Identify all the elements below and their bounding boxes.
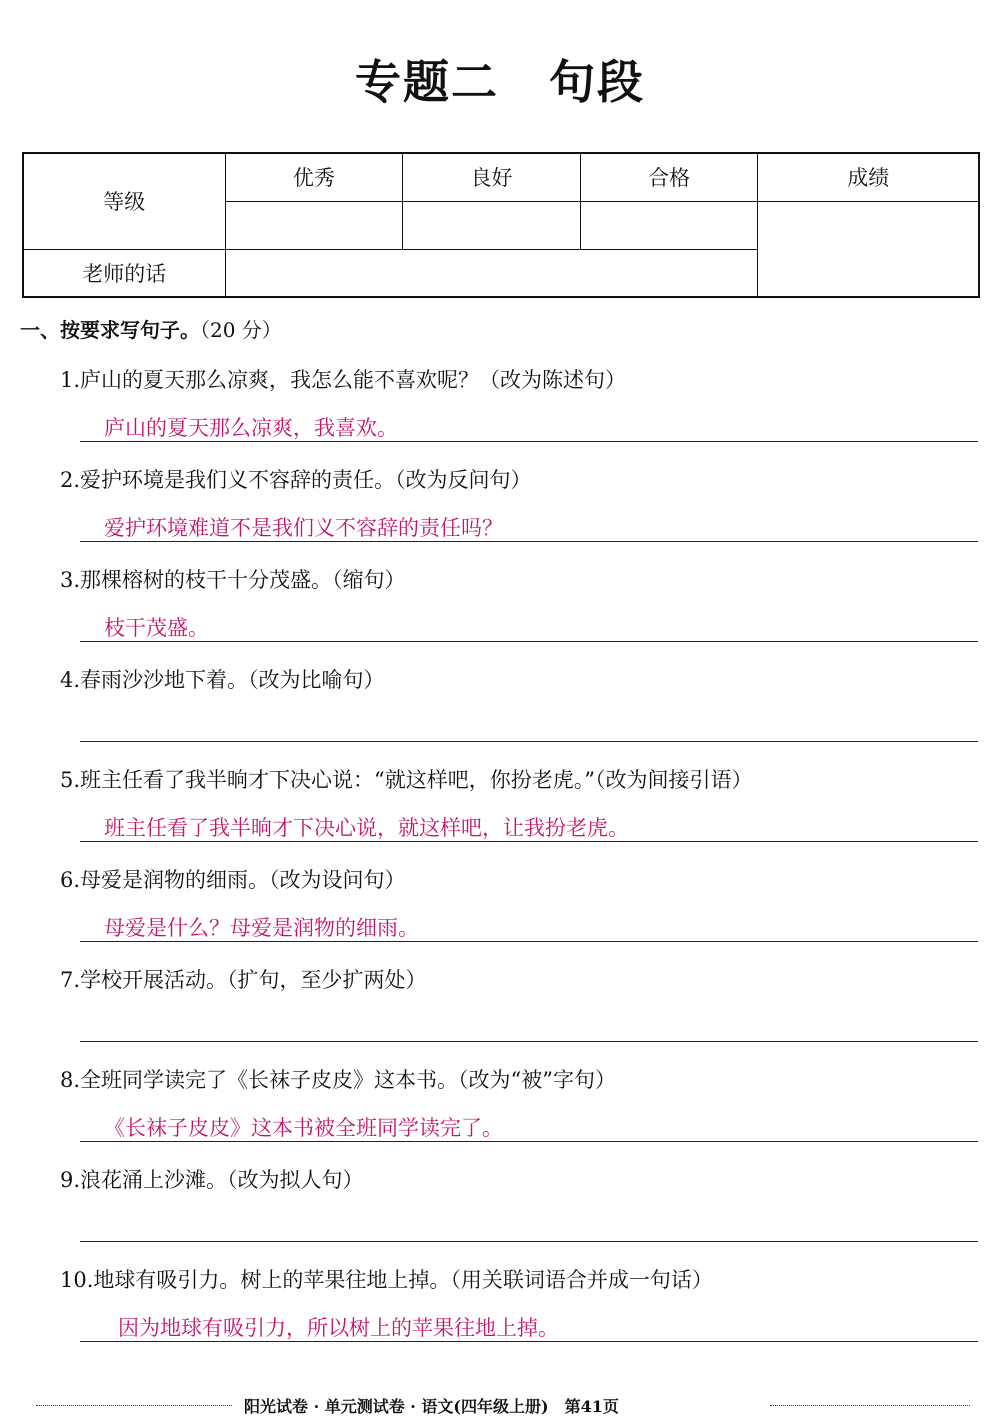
grade-table (22, 152, 980, 298)
answer-6: 母爱是什么？母爱是润物的细雨。 (104, 916, 419, 940)
title-part-2: 句段 (549, 55, 645, 109)
question-6: 6.母爱是润物的细雨。（改为设问句） (60, 868, 406, 892)
answer-line-10[interactable] (80, 1341, 978, 1342)
question-5: 5.班主任看了我半晌才下决心说：“就这样吧，你扮老虎。”（改为间接引语） (60, 768, 753, 792)
answer-8: 《长袜子皮皮》这本书被全班同学读完了。 (104, 1116, 503, 1140)
answer-line-9[interactable] (80, 1241, 978, 1242)
footer-divider-right (770, 1405, 970, 1406)
question-4: 4.春雨沙沙地下着。（改为比喻句） (60, 668, 385, 692)
answer-line-3[interactable] (80, 641, 978, 642)
answer-line-1[interactable] (80, 441, 978, 442)
title-part-1: 专题二 (355, 55, 499, 109)
answer-line-8[interactable] (80, 1141, 978, 1142)
question-9: 9.浪花涌上沙滩。（改为拟人句） (60, 1168, 364, 1192)
section-heading (20, 314, 282, 343)
grade-label: 等级 (23, 153, 225, 249)
col-excellent: 优秀 (225, 153, 403, 201)
question-8: 8.全班同学读完了《长袜子皮皮》这本书。（改为“被”字句） (60, 1068, 617, 1092)
cell-teacher-comment[interactable] (225, 249, 758, 297)
question-7: 7.学校开展活动。（扩句，至少扩两处） (60, 968, 427, 992)
answer-line-5[interactable] (80, 841, 978, 842)
answer-2: 爱护环境难道不是我们义不容辞的责任吗？ (104, 516, 503, 540)
answer-line-4[interactable] (80, 741, 978, 742)
answer-line-2[interactable] (80, 541, 978, 542)
footer-text: 阳光试卷 · 单元测试卷 · 语文(四年级上册) 第41页 (244, 1397, 619, 1416)
cell-excellent[interactable] (225, 201, 403, 249)
col-good: 良好 (403, 153, 581, 201)
answer-1: 庐山的夏天那么凉爽，我喜欢。 (104, 416, 398, 440)
cell-score[interactable] (758, 201, 979, 297)
col-pass: 合格 (580, 153, 758, 201)
cell-pass[interactable] (580, 201, 758, 249)
answer-10: 因为地球有吸引力，所以树上的苹果往地上掉。 (118, 1316, 559, 1340)
answer-line-7[interactable] (80, 1041, 978, 1042)
section-points: （20 分） (200, 318, 282, 342)
question-1: 1.庐山的夏天那么凉爽，我怎么能不喜欢呢？（改为陈述句） (60, 368, 627, 392)
footer-divider-left (36, 1405, 232, 1406)
col-score: 成绩 (758, 153, 979, 201)
answer-3: 枝干茂盛。 (104, 616, 209, 640)
question-2: 2.爱护环境是我们义不容辞的责任。（改为反问句） (60, 468, 532, 492)
cell-good[interactable] (403, 201, 581, 249)
answer-line-6[interactable] (80, 941, 978, 942)
page-title (0, 46, 1000, 112)
answer-5: 班主任看了我半晌才下决心说，就这样吧，让我扮老虎。 (104, 816, 629, 840)
teacher-label: 老师的话 (23, 249, 225, 297)
question-10: 10.地球有吸引力。树上的苹果往地上掉。（用关联词语合并成一句话） (60, 1268, 713, 1292)
section-heading-text: 一、按要求写句子。 (20, 318, 200, 342)
question-3: 3.那棵榕树的枝干十分茂盛。（缩句） (60, 568, 406, 592)
